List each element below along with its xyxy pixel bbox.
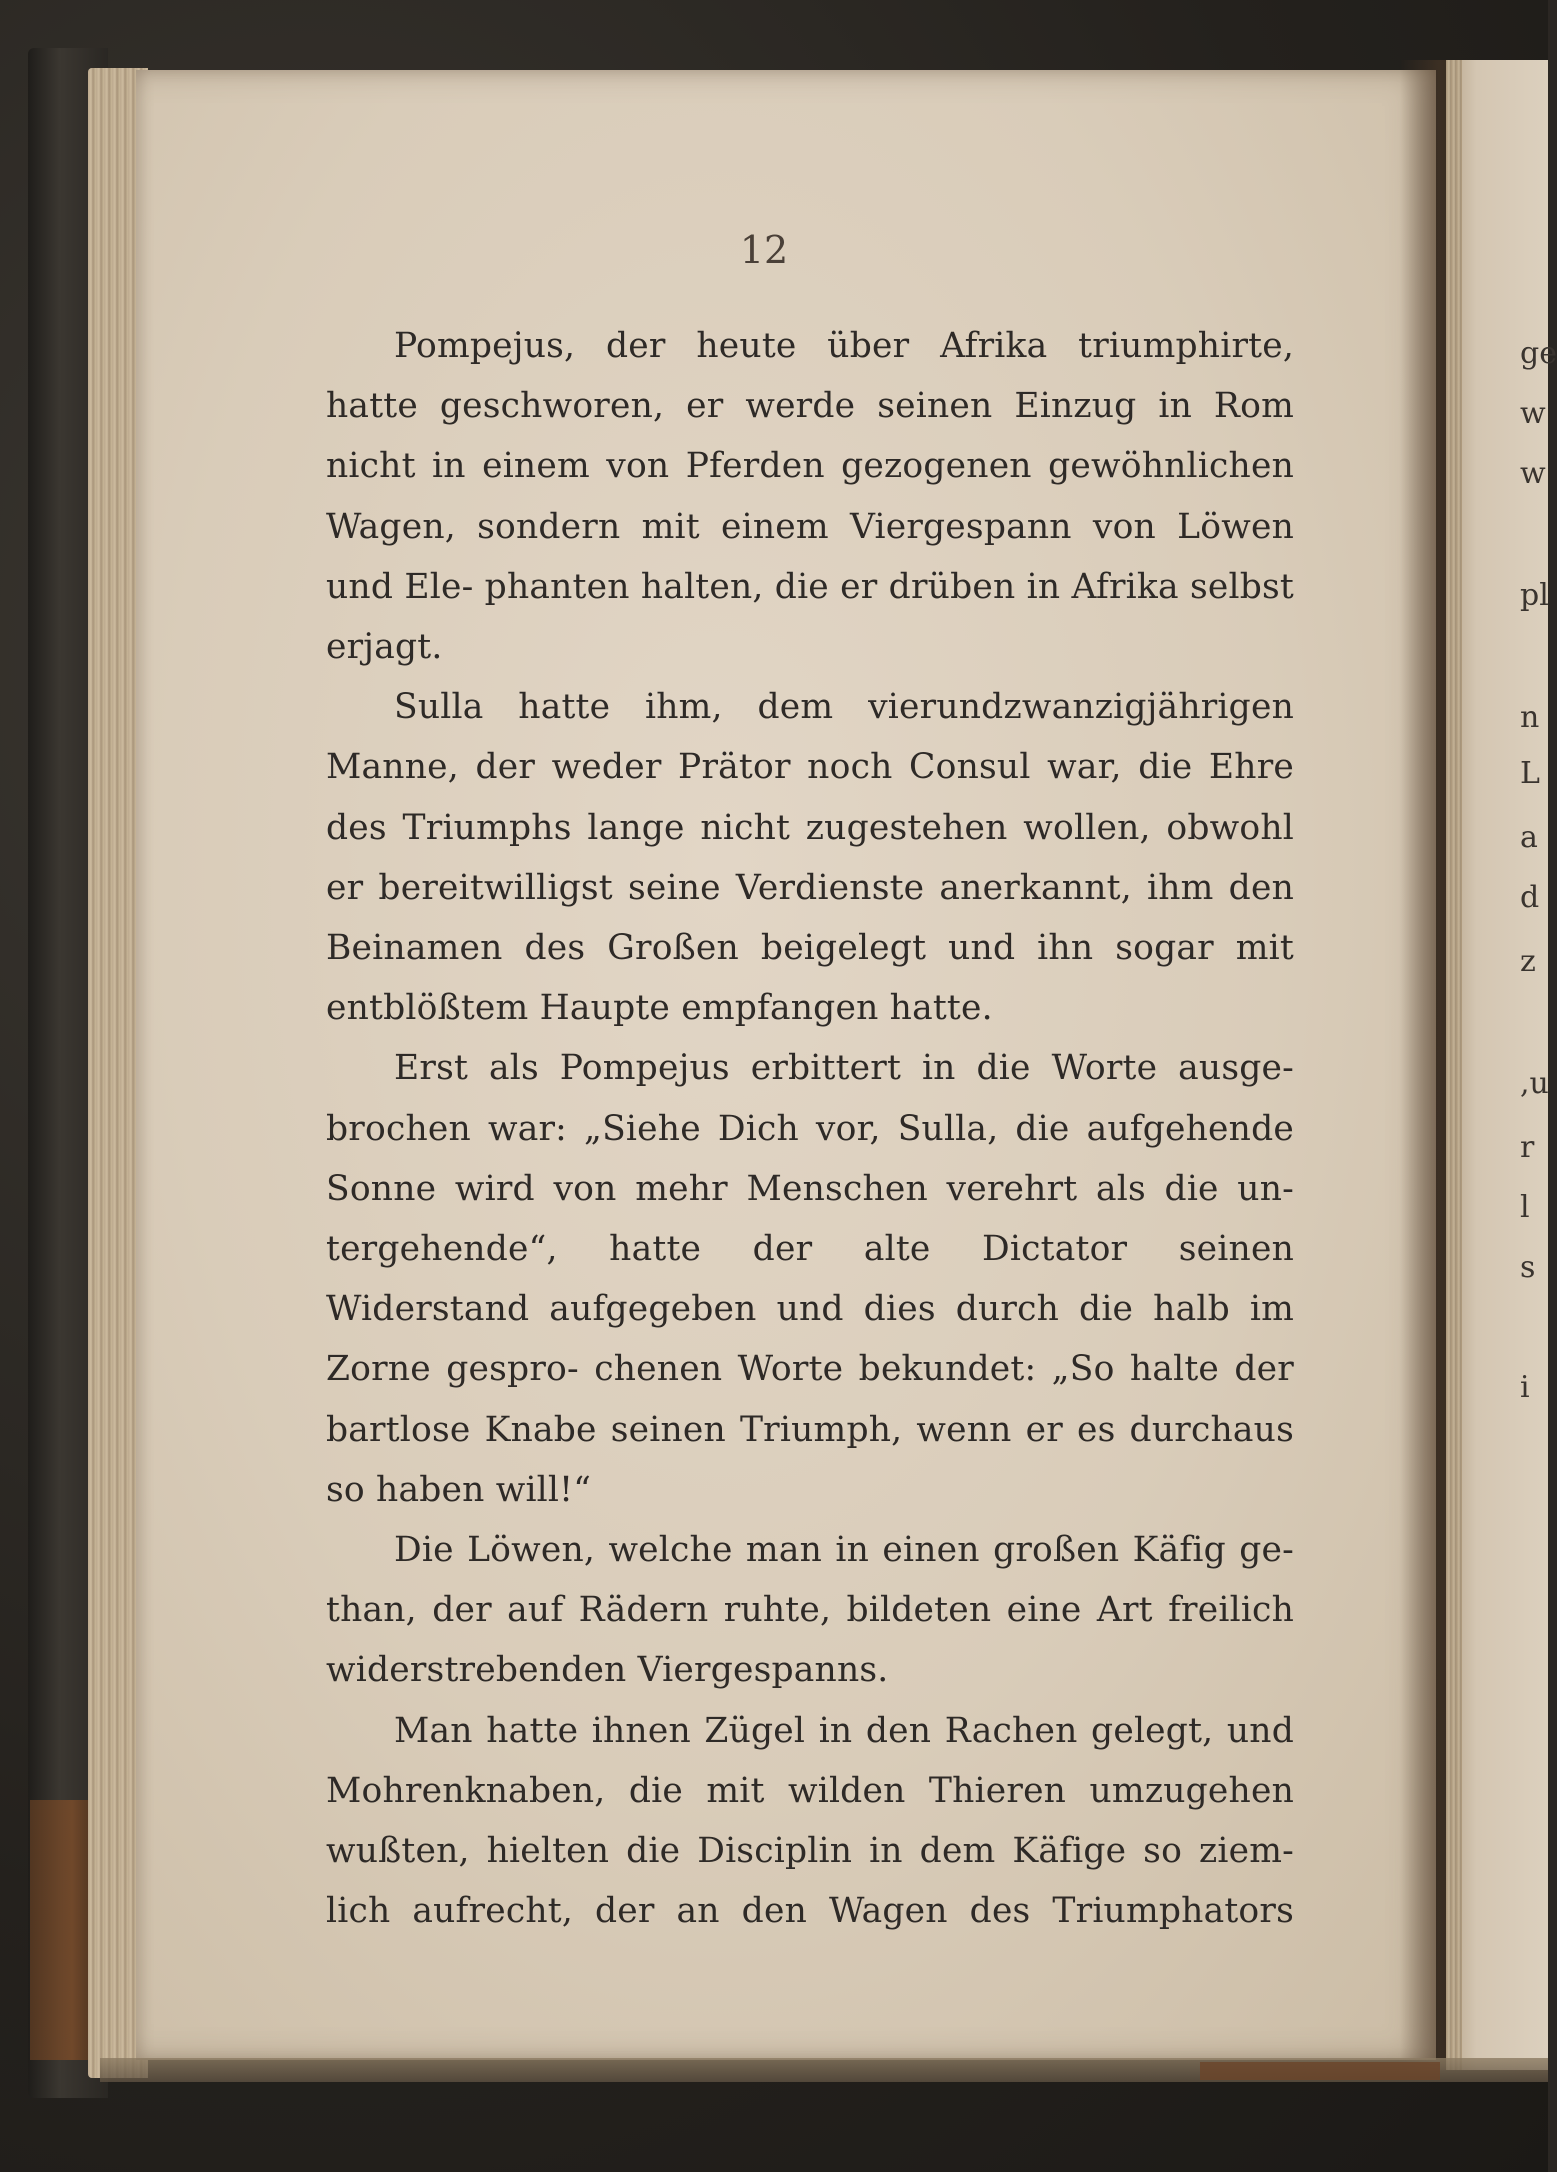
facing-page-fragment: i [1520, 1370, 1530, 1405]
page-body-text [326, 316, 1294, 1941]
facing-page-fragment: a [1520, 820, 1538, 855]
facing-page-fragment: w [1520, 456, 1546, 491]
facing-page-fragment: d [1520, 880, 1540, 915]
facing-page-fragment: s [1520, 1250, 1536, 1285]
facing-page-fragment: L [1520, 756, 1540, 791]
facing-page-fragment: z [1520, 944, 1536, 979]
page-number: 12 [739, 228, 789, 272]
facing-page-fragment: l [1520, 1190, 1530, 1225]
paragraph: Die Löwen, welche man in einen großen Käfig ge‑ than, der auf Rädern ruhte, bildeten eine Art freilich widerstrebenden Viergespanns. [326, 1530, 1294, 1691]
facing-page-fragment: w [1520, 396, 1546, 431]
facing-page-fragment: ge [1520, 336, 1557, 371]
paragraph: Man hatte ihnen Zügel in den Rachen gelegt, und Mohrenknaben, die mit wilden Thieren umzugehen wußten, hielten die Disciplin in dem Käfige so ziem‑ lich aufrecht, der an den Wagen des Triumphators [326, 1710, 1294, 1932]
facing-page-fragment: ,u [1520, 1066, 1549, 1101]
facing-page-stack-edge [1446, 60, 1462, 2070]
book-bottom-leather [1200, 2062, 1440, 2080]
facing-page-fragment: n [1520, 700, 1540, 735]
paragraph: Pompejus, der heute über Afrika triumphirte, hatte geschworen, er werde seinen Einzug in Rom nicht in einem von Pferden gezogenen gewöhnlichen Wagen, sondern mit einem Viergespann von Löwen und Ele‑ phanten halten, die er drüben in Afrika selbst erjagt. [326, 326, 1294, 668]
paragraph: Erst als Pompejus erbittert in die Worte ausge‑ brochen war: „Siehe Dich vor, Sulla, die aufgehende Sonne wird von mehr Menschen verehrt als die un‑ tergehende“, hatte der alte Dictator seinen Widerstand aufgegeben und dies durch die halb im Zorne gespro‑ chenen Worte bekundet: „So halte der bartlose Knabe seinen Triumph, wenn er es durchaus so haben will!“ [326, 1048, 1294, 1510]
facing-page-fragment: r [1520, 1130, 1535, 1165]
paragraph: Sulla hatte ihm, dem vierundzwanzigjährigen Manne, der weder Prätor noch Consul war, die Ehre des Triumphs lange nicht zugestehen wollen, obwohl er bereitwilligst seine Verdienste anerkannt, ihm den Beinamen des Großen beigelegt und ihn sogar mit entblößtem Haupte empfangen hatte. [326, 687, 1294, 1029]
facing-page-fragment: pl [1520, 578, 1549, 613]
